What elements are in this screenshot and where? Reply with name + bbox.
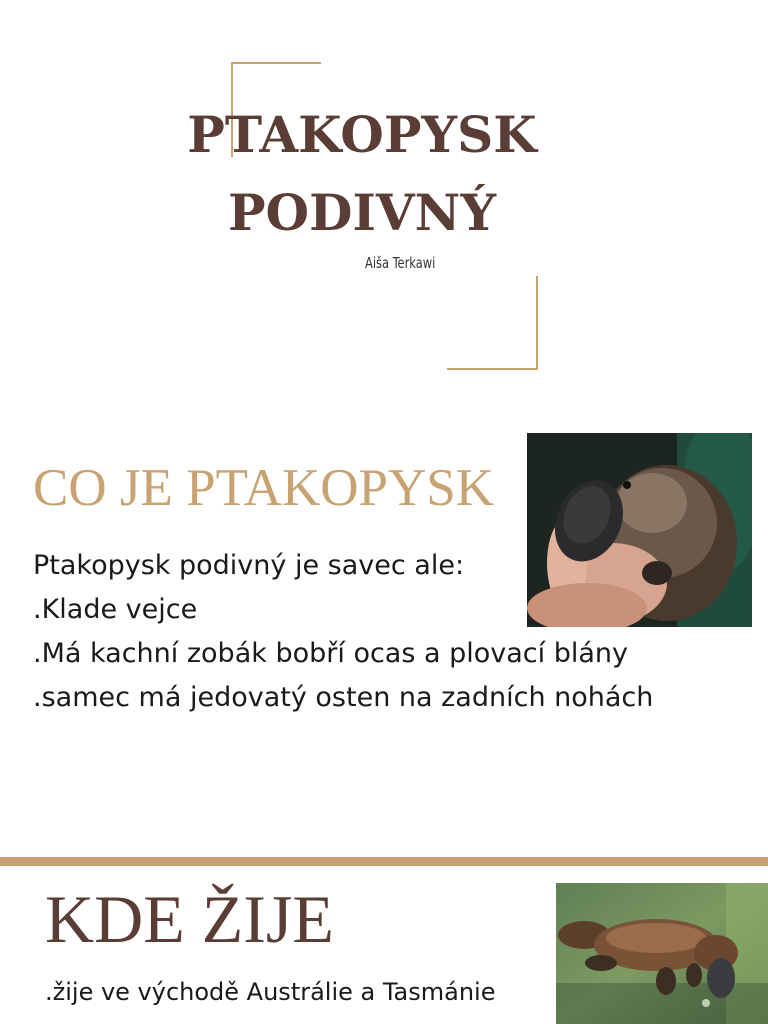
frame-bottom-horizontal: [447, 368, 538, 370]
frame-bottom-vertical: [536, 276, 538, 370]
body-line-1: Ptakopysk podivný je savec ale:: [33, 550, 465, 581]
title-line-2: PODIVNÝ: [227, 183, 497, 242]
section1-body: [33, 544, 653, 720]
frame-top-horizontal: [231, 62, 321, 64]
body-line-4: .samec má jedovatý osten na zadních nohách: [33, 682, 654, 713]
section-divider: [0, 857, 768, 866]
section2-body-line: .žije ve východě Austrálie a Tasmánie: [45, 978, 496, 1006]
author-name: Aiša Terkawi: [365, 254, 436, 272]
section-heading-kde-zije: KDE ŽIJE: [45, 881, 334, 957]
body-line-2: .Klade vejce: [33, 594, 198, 625]
platypus-swimming-image: [556, 883, 768, 1024]
platypus-swimming-photo: [556, 883, 768, 1024]
title-line-1: PTAKOPYSK: [187, 105, 537, 164]
body-line-3: .Má kachní zobák bobří ocas a plovací blány: [33, 638, 629, 669]
section-heading-co-je: CO JE PTAKOPYSK: [33, 459, 495, 517]
